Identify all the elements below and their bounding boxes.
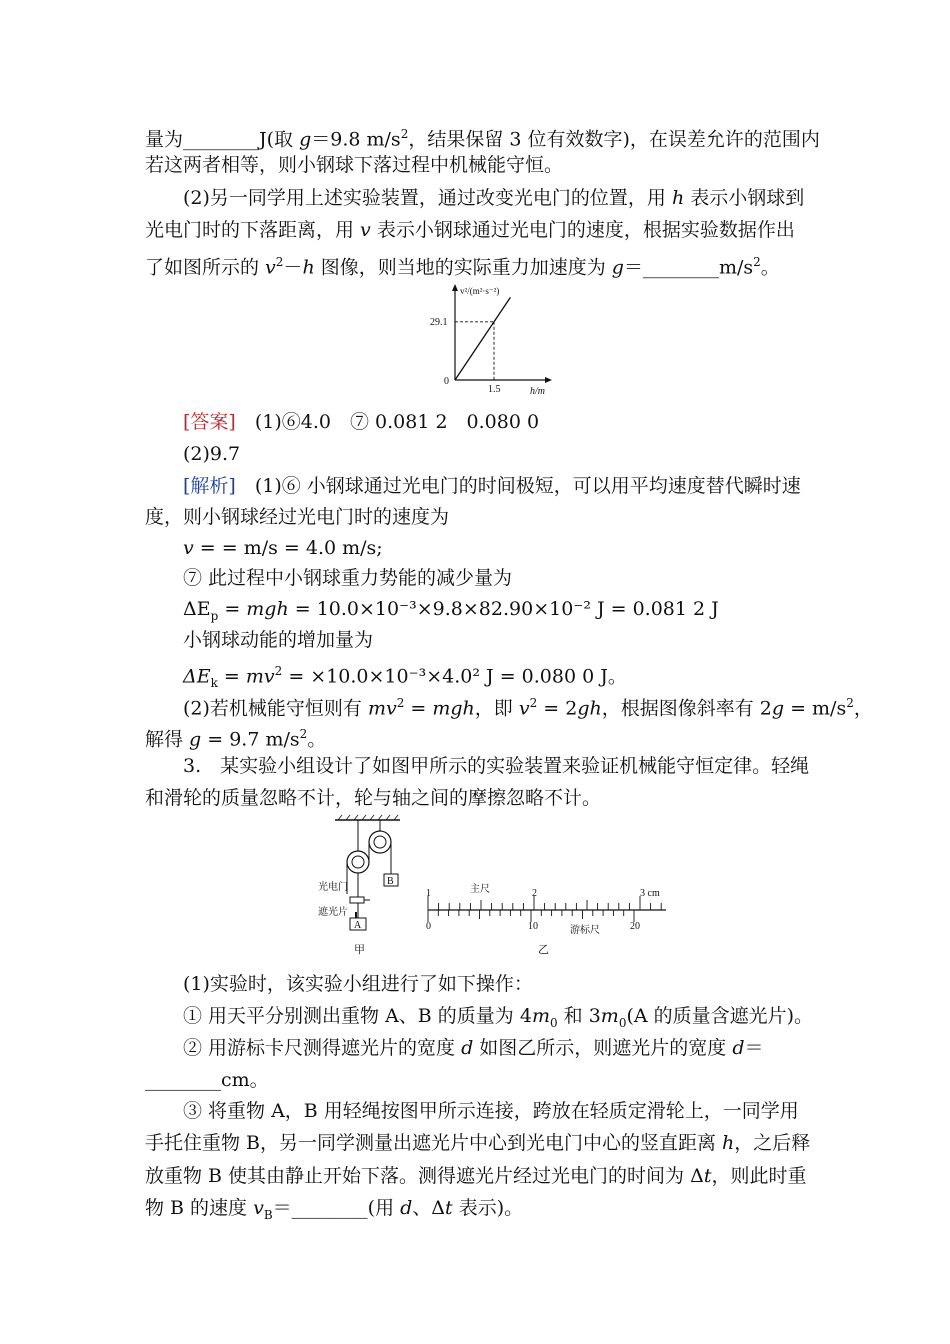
- analysis-line: (2)若机械能守恒则有 $mv^2$ = mgh，即 $v^2 = 2gh$，根据图像斜率有 $2g = m/s^2$，: [183, 696, 873, 720]
- analysis-line: 解得 g = 9.7 $m/s^2$。: [145, 727, 327, 751]
- main-scale-label: 主尺: [470, 884, 490, 895]
- main-scale-2: 2: [532, 888, 537, 899]
- text-line: 若这两者相等，则小钢球下落过程中机械能守恒。: [145, 154, 564, 176]
- origin-label: 0: [444, 376, 449, 387]
- y-axis-label: v²/(m²·s⁻²): [460, 286, 500, 296]
- text-line: 了如图所示的 $v^2-h$ 图像，则当地的实际重力加速度为 $g=\_\_\_\_\_\_\_\_m/s^2$。: [145, 255, 780, 279]
- data-line: [455, 297, 510, 380]
- text-line: 手托住重物 B，另一同学测量出遮光片中心到光电门中心的竖直距离 h，之后释: [145, 1132, 811, 1154]
- analysis-line: $\Delta E_k = mv^2 = \times 10.0\times 10^{-3}\times 4.0^2$ J = 0.080 0 J。: [183, 664, 627, 691]
- answer-line: [答案] (1)⑥4.0 ⑦ 0.081 2 0.080 0: [183, 411, 540, 433]
- text-line: ________cm。: [145, 1069, 269, 1091]
- answer-tag: [答案]: [183, 411, 236, 433]
- main-scale-ticks: [428, 896, 661, 910]
- main-scale-1: 1: [426, 888, 431, 899]
- analysis-line: $\Delta E_p$ = mgh = 10.0×10⁻³×9.8×82.90×10⁻² J = 0.081 2 J: [183, 598, 719, 623]
- ytick-label: 29.1: [430, 317, 448, 328]
- v2-h-graph: [420, 280, 570, 400]
- figure-jia-label: 甲: [354, 944, 365, 956]
- weight-b-label: B: [387, 876, 394, 887]
- text-line: ③ 将重物 A，B 用轻绳按图甲所示连接，跨放在轻质定滑轮上，一同学用: [183, 1100, 799, 1122]
- photogate-label: 光电门: [318, 882, 348, 893]
- question-line: 和滑轮的质量忽略不计，轮与轴之间的摩擦忽略不计。: [145, 787, 602, 809]
- text-line: 物 B 的速度 $v_B=\_\_\_\_\_\_\_\_$(用 d、Δt 表示)。: [145, 1197, 524, 1222]
- text-line: ① 用天平分别测出重物 A、B 的质量为 $4m_0$ 和 $3m_0(A$ 的质量含遮光片)。: [183, 1005, 814, 1030]
- text-line: ② 用游标卡尺测得遮光片的宽度 d 如图乙所示，则遮光片的宽度 d＝: [183, 1037, 764, 1059]
- text-line: (1)实验时，该实验小组进行了如下操作：: [183, 973, 533, 995]
- lower-pulley: [347, 851, 369, 873]
- text-line: 量为________J(取 g＝9.8 $m/s^2$，结果保留 3 位有效数字)，在误差允许的范围内: [145, 127, 820, 151]
- text-line: (2)另一同学用上述实验装置，通过改变光电门的位置，用 h 表示小钢球到: [183, 187, 805, 209]
- x-axis-arrow: [545, 377, 552, 383]
- shade-plate-label: 遮光片: [318, 907, 348, 918]
- vernier-0: 0: [426, 921, 431, 932]
- figure-yi-label: 乙: [538, 944, 549, 956]
- text-line: 放重物 B 使其由静止开始下落。测得遮光片经过光电门的时间为 Δt，则此时重: [145, 1165, 807, 1187]
- analysis-line: 度，则小钢球经过光电门时的速度为: [145, 506, 450, 528]
- weight-a-label: A: [354, 920, 362, 931]
- analysis-line: ⑦ 此过程中小钢球重力势能的减少量为: [183, 567, 513, 589]
- question-line: 3. 某实验小组设计了如图甲所示的实验装置来验证机械能守恒定律。轻绳: [183, 755, 810, 777]
- photogate: [350, 897, 364, 903]
- vernier-20: 20: [630, 921, 640, 932]
- y-axis-arrow: [452, 284, 458, 291]
- analysis-line: 小钢球动能的增加量为: [183, 629, 374, 651]
- analysis-line: [解析] (1)⑥ 小钢球通过光电门的时间极短，可以用平均速度替代瞬时速: [183, 475, 801, 497]
- analysis-line: v = = m/s = 4.0 m/s;: [183, 537, 383, 559]
- answer-line: (2)9.7: [183, 443, 241, 465]
- vernier-label: 游标尺: [570, 925, 600, 936]
- main-scale-3: 3 cm: [640, 888, 660, 899]
- x-axis-label: h/m: [530, 386, 545, 397]
- vernier-10: 10: [528, 921, 538, 932]
- analysis-tag: [解析]: [183, 475, 236, 497]
- apparatus-figure: [310, 812, 680, 962]
- text-line: 光电门时的下落距离，用 v 表示小钢球通过光电门的速度，根据实验数据作出: [145, 219, 795, 241]
- xtick-label: 1.5: [488, 384, 501, 395]
- upper-pulley: [369, 831, 391, 853]
